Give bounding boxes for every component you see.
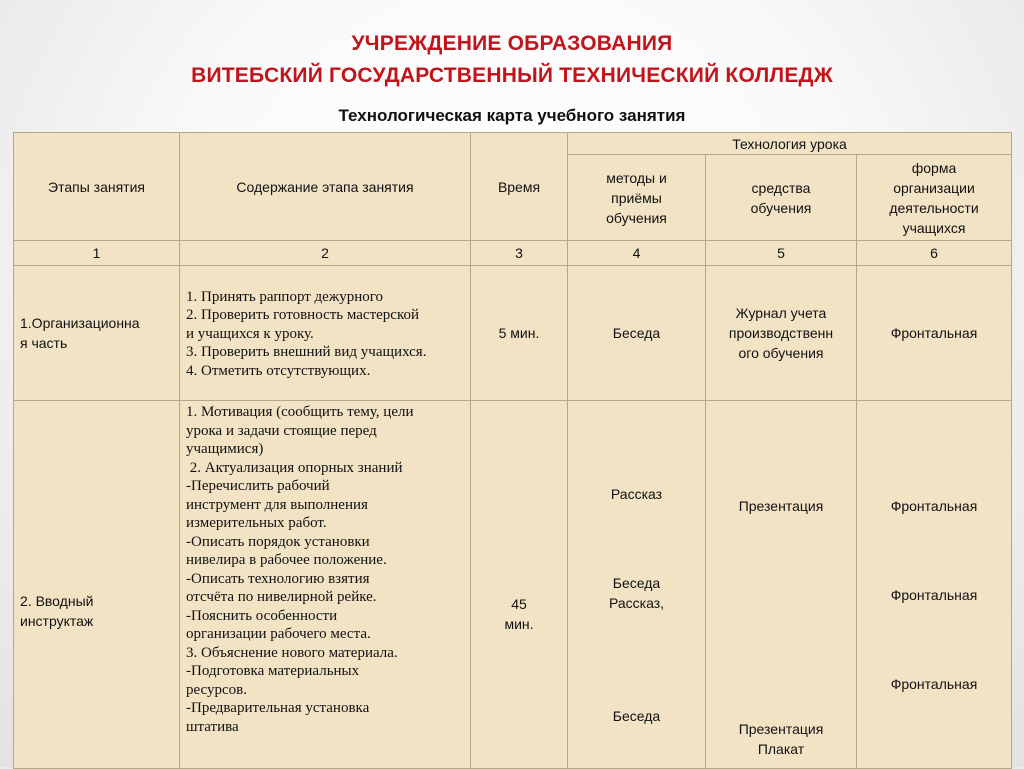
college-title: ВИТЕБСКИЙ ГОСУДАРСТВЕННЫЙ ТЕХНИЧЕСКИЙ КОЛЛЕДЖ [191, 64, 833, 87]
header-technology: Технология урока [568, 133, 1012, 155]
header-methods-line: приёмы [611, 189, 662, 206]
column-number-row [14, 241, 1012, 266]
row2-content-line: штатива [186, 718, 239, 735]
row1-time: 5 мин. [471, 266, 568, 401]
row2-content-line: ресурсов. [186, 681, 247, 698]
column-number: 3 [471, 241, 568, 266]
row1-stage [14, 266, 180, 401]
row1-content-line: 3. Проверить внешний вид учащихся. [186, 344, 427, 361]
row1-content-line: 4. Отметить отсутствующих. [186, 362, 371, 379]
row2-method-2-line: Рассказ, [608, 595, 665, 611]
document-subtitle: Технологическая карта учебного занятия [338, 106, 686, 125]
row2-stage-line: инструктаж [20, 613, 94, 629]
row1-stage-line: 1.Организационна [20, 315, 140, 331]
row2-content-line: 2. Актуализация опорных знаний [186, 459, 403, 476]
row1-means-line: Журнал учета [735, 305, 827, 321]
row1-means-line: производственн [728, 325, 834, 341]
row2-time-line: мин. [504, 616, 534, 632]
row2-time [471, 401, 568, 769]
column-number: 2 [180, 241, 471, 266]
row2-time-line: 45 [511, 596, 527, 612]
row2-stage-line: 2. Вводный [20, 593, 94, 609]
row2-content-line: организации рабочего места. [186, 626, 371, 642]
row2-content-line: -Описать технологию взятия [186, 570, 370, 587]
column-number: 4 [568, 241, 706, 266]
row1-means [706, 266, 857, 401]
header-methods [568, 155, 706, 241]
row1-stage-line: я часть [20, 335, 68, 351]
row2-method-2-line: Беседа [612, 575, 661, 591]
row2-form [857, 401, 1012, 769]
row2-means-2-line: Плакат [757, 741, 805, 757]
row1-form: Фронтальная [857, 266, 1012, 401]
row2-stage [14, 401, 180, 769]
header-form [857, 155, 1012, 241]
row2-content-line: -Перечислить рабочий [186, 478, 330, 494]
row1-content-line: и учащихся к уроку. [186, 325, 314, 342]
row2-stage-text [20, 591, 175, 631]
row2-content-line: -Подготовка материальных [186, 663, 360, 679]
row1-content-line: 2. Проверить готовность мастерской [186, 307, 420, 324]
header-means [706, 155, 857, 241]
row2-form-2: Фронтальная [890, 587, 978, 603]
header-methods-line: методы и [606, 169, 667, 186]
header-means-line: средства [751, 179, 811, 196]
row2-form-3: Фронтальная [890, 676, 978, 692]
row2-content-line: -Описать порядок установки [186, 533, 370, 550]
table-row [14, 266, 1012, 401]
row2-means-1: Презентация [738, 498, 824, 514]
row2-content-line: измерительных работ. [186, 515, 327, 531]
header-form-line: организации [893, 179, 975, 196]
row1-content [180, 266, 471, 401]
header-form-line: форма [911, 159, 957, 176]
row2-content-line: урока и задачи стоящие перед [186, 422, 377, 439]
row2-content-line: -Пояснить особенности [186, 607, 338, 624]
row2-method-1: Рассказ [610, 486, 663, 502]
row2-content-line: -Предварительная установка [186, 700, 370, 716]
row2-content-line: инструмент для выполнения [186, 496, 368, 513]
row2-content-line: 1. Мотивация (сообщить тему, цели [186, 404, 414, 420]
header-time: Время [471, 133, 568, 241]
header-form-line: учащихся [902, 219, 966, 236]
row1-methods: Беседа [568, 266, 706, 401]
row2-content [180, 401, 471, 769]
column-number: 6 [857, 241, 1012, 266]
row2-methods [568, 401, 706, 769]
header-content: Содержание этапа занятия [180, 133, 471, 241]
row2-method-3: Беседа [612, 708, 661, 724]
row2-form-1: Фронтальная [890, 498, 978, 514]
row2-content-line: 3. Объяснение нового материала. [186, 644, 398, 661]
row1-means-line: ого обучения [738, 345, 824, 361]
row2-time-text [475, 594, 563, 634]
row2-method-2 [572, 573, 701, 613]
institution-title: УЧРЕЖДЕНИЕ ОБРАЗОВАНИЯ [351, 32, 673, 55]
row2-content-line: нивелира в рабочее положение. [186, 552, 387, 568]
row2-means [706, 401, 857, 769]
header-stages: Этапы занятия [14, 133, 180, 241]
row2-means-2 [710, 719, 852, 759]
header-methods-line: обучения [606, 209, 667, 226]
column-number: 5 [706, 241, 857, 266]
row2-means-2-line: Презентация [738, 721, 824, 737]
row2-content-line: учащимися) [186, 441, 264, 457]
table-row [14, 401, 1012, 769]
header-means-line: обучения [750, 199, 812, 216]
row1-content-line: 1. Принять раппорт дежурного [186, 288, 384, 305]
column-number: 1 [14, 241, 180, 266]
header-form-line: деятельности [889, 199, 979, 216]
lesson-technology-table [13, 132, 1012, 769]
row2-content-line: отсчёта по нивелирной рейке. [186, 589, 377, 605]
